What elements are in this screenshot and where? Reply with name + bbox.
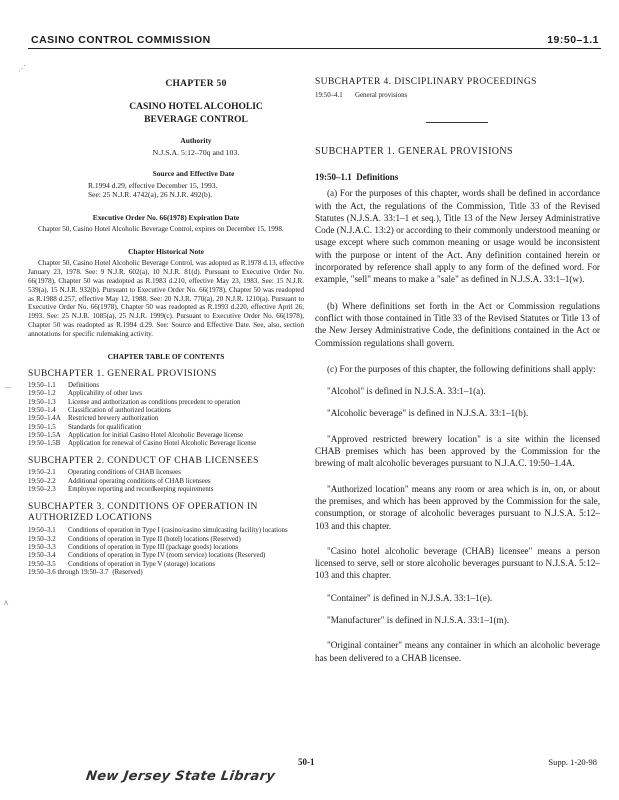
- toc-item-number: 19:50–1.2: [28, 390, 56, 398]
- paragraph-b: (b) Where definitions set forth in the Act or Commission regulations conflict with those contained in Title 33 of the Revised Statutes or Title 13 of the New Jersey Administrative Code, the definitions contained in the Act or Commission regulations shall govern.: [315, 300, 600, 348]
- section-heading: [315, 172, 600, 182]
- toc-item[interactable]: [28, 527, 304, 535]
- chapter-title: CASINO HOTEL ALCOHOLIC BEVERAGE CONTROL: [129, 102, 263, 125]
- page-number: 50-1: [298, 757, 315, 767]
- toc-item-number: 19:50–1.4: [28, 406, 56, 414]
- source-line-2: See: 25 N.J.R. 4742(a), 26 N.J.R. 492(b).: [88, 190, 213, 199]
- toc-subchapter-1-list: [28, 382, 304, 448]
- section-title: Definitions: [356, 172, 399, 183]
- toc-item-title: General provisions: [355, 92, 408, 99]
- toc-subchapter-3[interactable]: SUBCHAPTER 3. CONDITIONS OF OPERATION IN AUTHORIZED LOCATIONS: [28, 502, 258, 524]
- definition-container: "Container" is defined in N.J.S.A. 33:1–1(e).: [327, 592, 493, 603]
- margin-mark: ⋰: [18, 64, 26, 73]
- running-header-left: CASINO CONTROL COMMISSION: [31, 34, 211, 46]
- definition-restricted-brewery: "Approved restricted brewery location" is a site within the licensed CHAB premises which has been approved by the Commission for the brewing of malt alcoholic beverages pursuant to N.J.A.C. 19:50–1.4A.: [315, 433, 600, 469]
- toc-subchapter-2[interactable]: SUBCHAPTER 2. CONDUCT OF CHAB LICENSEES: [28, 456, 259, 467]
- toc-item[interactable]: [28, 424, 304, 432]
- toc-item-title: Definitions: [68, 382, 100, 390]
- toc-item-title: Employee reporting and recordkeeping requirements: [68, 486, 214, 494]
- exec-order-heading: Executive Order No. 66(1978) Expiration Date: [92, 213, 240, 222]
- toc-item-title: Standards for qualification: [68, 423, 142, 431]
- toc-item-title: Conditions of operation in Type IV (room service) locations (Reserved): [68, 552, 266, 560]
- toc-item-title: Conditions of operation in Type V (storage) locations: [68, 560, 216, 568]
- margin-mark: ⋏: [3, 598, 9, 607]
- toc-item-title: License and authorization as conditions precedent to operation: [68, 398, 241, 406]
- toc-subchapter-1[interactable]: SUBCHAPTER 1. GENERAL PROVISIONS: [28, 369, 217, 380]
- toc-item[interactable]: [28, 569, 304, 577]
- toc-item-title: Operating conditions of CHAB licensees: [68, 469, 181, 477]
- toc-item-number: 19:50–4.1: [315, 92, 343, 99]
- toc-item[interactable]: [28, 552, 304, 560]
- toc-item[interactable]: [28, 399, 304, 407]
- authority-heading: Authority: [180, 136, 212, 145]
- running-header-right: 19:50–1.1: [547, 34, 599, 46]
- source-heading: Source and Effective Date: [152, 169, 235, 178]
- toc-item-number: 19:50–1.5A: [28, 431, 61, 439]
- toc-item-number: 19:50–2.3: [28, 486, 56, 494]
- toc-item-title: Classification of authorized locations: [68, 406, 171, 414]
- toc-item-number: 19:50–2.1: [28, 469, 56, 477]
- right-column: [315, 77, 600, 664]
- toc-subchapter-2-list: [28, 469, 304, 494]
- toc-item[interactable]: [28, 382, 304, 390]
- toc-item[interactable]: [28, 440, 304, 448]
- paragraph-c: (c) For the purposes of this chapter, the following definitions shall apply:: [327, 363, 596, 374]
- definition-alcoholic-beverage: "Alcoholic beverage" is defined in N.J.S.A. 33:1–1(b).: [327, 408, 529, 419]
- section-divider: [426, 122, 488, 123]
- definition-original-container: "Original container" means any container in which an alcoholic beverage has been delivered to a CHAB licensee.: [315, 640, 600, 663]
- toc-heading: CHAPTER TABLE OF CONTENTS: [107, 352, 225, 362]
- toc-item-title: Conditions of operation in Type III (package goods) locations: [68, 543, 239, 551]
- toc-item-title: Conditions of operation in Type I (casino/casino simulcasting facility) locations: [68, 527, 288, 535]
- toc-item-title: Additional operating conditions of CHAB licensees: [68, 477, 211, 485]
- toc-item-title: Application for initial Casino Hotel Alcoholic Beverage license: [68, 431, 244, 439]
- toc-item[interactable]: [28, 432, 304, 440]
- toc-item-title: (Reserved): [112, 568, 143, 576]
- toc-item-title: Application for renewal of Casino Hotel Alcoholic Beverage license: [68, 440, 257, 448]
- historical-note-heading: Chapter Historical Note: [128, 246, 204, 256]
- toc-item-number: 19:50–3.1: [28, 527, 56, 535]
- toc-item-number: 19:50–3.4: [28, 552, 56, 560]
- toc-item-number: 19:50–1.1: [28, 382, 56, 390]
- definition-manufacturer: "Manufacturer" is defined in N.J.S.A. 33:1–1(m).: [327, 615, 510, 626]
- supplement-date: Supp. 1-20-98: [548, 757, 597, 767]
- definition-chab-licensee: "Casino hotel alcoholic beverage (CHAB) licensee" means a person licensed to serve, sell or store alcoholic beverages pursuant to N.J.S.A. 5:12–103 and this chapter.: [315, 545, 600, 581]
- library-stamp: New Jersey State Library: [84, 769, 277, 784]
- header-rule: [28, 48, 601, 49]
- toc-item-number: 19:50–3.3: [28, 543, 56, 551]
- definition-authorized-location: "Authorized location" means any room or area which is in, on, or about the premises, and which has been approved by the Commission for the sale, consumption, or storage of alcoholic beverages pursuant to N.J.S.A. 5:12–103 and this chapter.: [315, 483, 600, 531]
- toc-item-number: 19:50–3.2: [28, 535, 56, 543]
- toc-item-title: Restricted brewery authorization: [68, 415, 159, 423]
- exec-order-text: Chapter 50, Casino Hotel Alcoholic Beverage Control, expires on December 15, 1998.: [38, 225, 284, 233]
- source-line-1: R.1994 d.29, effective December 15, 1993.: [88, 181, 218, 190]
- toc-item[interactable]: [28, 536, 304, 544]
- definition-alcohol: "Alcohol" is defined in N.J.S.A. 33:1–1(a).: [327, 386, 486, 397]
- toc-item-number: 19:50–2.2: [28, 477, 56, 485]
- toc-item[interactable]: [315, 92, 600, 100]
- historical-note-text: Chapter 50, Casino Hotel Alcoholic Beverage Control, was adopted as R.1978 d.13, effective January 23, 1978. See: 9 N.J.R. 602(a), 10 N.J.R. 81(d). Pursuant to Executive Order No. 66(1978), Chapter 50 was readopted as R.1983 d.210, effective May 23, 1983. See: 15 N.J.R. 539(a), 15 N.J.R. 932(b). Pursuant to Executive Order No. 66(1978), Chapter 50 was readopted as R.1988 d.257, effective May 12, 1988. See: 20 N.J.R. 770(a), 20 N.J.R. 1210(a). Pursuant to Executive Order No. 66(1978), Chapter 50 was readopted as R.1993 d.220, effective April 26, 1993. See: 25 N.J.R. 1085(a), 25 N.J.R. 1999(c). Pursuant to Executive Order No. 66(1978), Chapter 50 was readopted as R.1994 d.29. See: Source and Effective Date. See, also, section annotations for specific rulemaking activity.: [28, 258, 304, 339]
- toc-item[interactable]: [28, 561, 304, 569]
- chapter-number: CHAPTER 50: [165, 79, 227, 89]
- toc-item[interactable]: [28, 478, 304, 486]
- authority-text: N.J.S.A. 5:12–70q and 103.: [152, 148, 240, 157]
- toc-item[interactable]: [28, 544, 304, 552]
- toc-item-number: 19:50–1.5B: [28, 440, 61, 448]
- toc-item-number: 19:50–1.3: [28, 398, 56, 406]
- toc-item-number: 19:50–1.4A: [28, 415, 61, 423]
- toc-item[interactable]: [28, 407, 304, 415]
- toc-item[interactable]: [28, 486, 304, 494]
- toc-item-number: 19:50–1.5: [28, 423, 56, 431]
- toc-item-number: 19:50–3.6 through 19:50–3.7: [28, 568, 109, 576]
- toc-item[interactable]: [28, 415, 304, 423]
- toc-subchapter-4[interactable]: SUBCHAPTER 4. DISCIPLINARY PROCEEDINGS: [315, 77, 537, 87]
- section-number: 19:50–1.1: [315, 172, 352, 183]
- toc-subchapter-3-list: [28, 527, 304, 577]
- margin-mark: ⌒: [4, 387, 12, 396]
- toc-item-number: 19:50–3.5: [28, 560, 56, 568]
- toc-item[interactable]: [28, 469, 304, 477]
- toc-item-title: Conditions of operation in Type II (hotel) locations (Reserved): [68, 535, 241, 543]
- toc-item-title: Applicability of other laws: [68, 390, 143, 398]
- toc-item[interactable]: [28, 390, 304, 398]
- left-column: [28, 79, 304, 577]
- paragraph-a: (a) For the purposes of this chapter, words shall be defined in accordance with the Act, the regulations of the Commission, Title 33 of the Revised Statutes (N.J.S.A. 33:1–1 et seq.), Title 13 of the New Jersey Administrative Code (N.J.A.C. 13:2) or according to their commonly understood meaning or usage except where such common meaning or usage would be inconsistent with the purpose or intent of the Act. Any definition contained herein or incorporated by reference shall apply to any form of the defined word. For example, "sell" means to make a "sale" as defined in N.J.S.A. 33:1–1(w).: [315, 188, 600, 285]
- subchapter-1-heading: SUBCHAPTER 1. GENERAL PROVISIONS: [315, 146, 514, 158]
